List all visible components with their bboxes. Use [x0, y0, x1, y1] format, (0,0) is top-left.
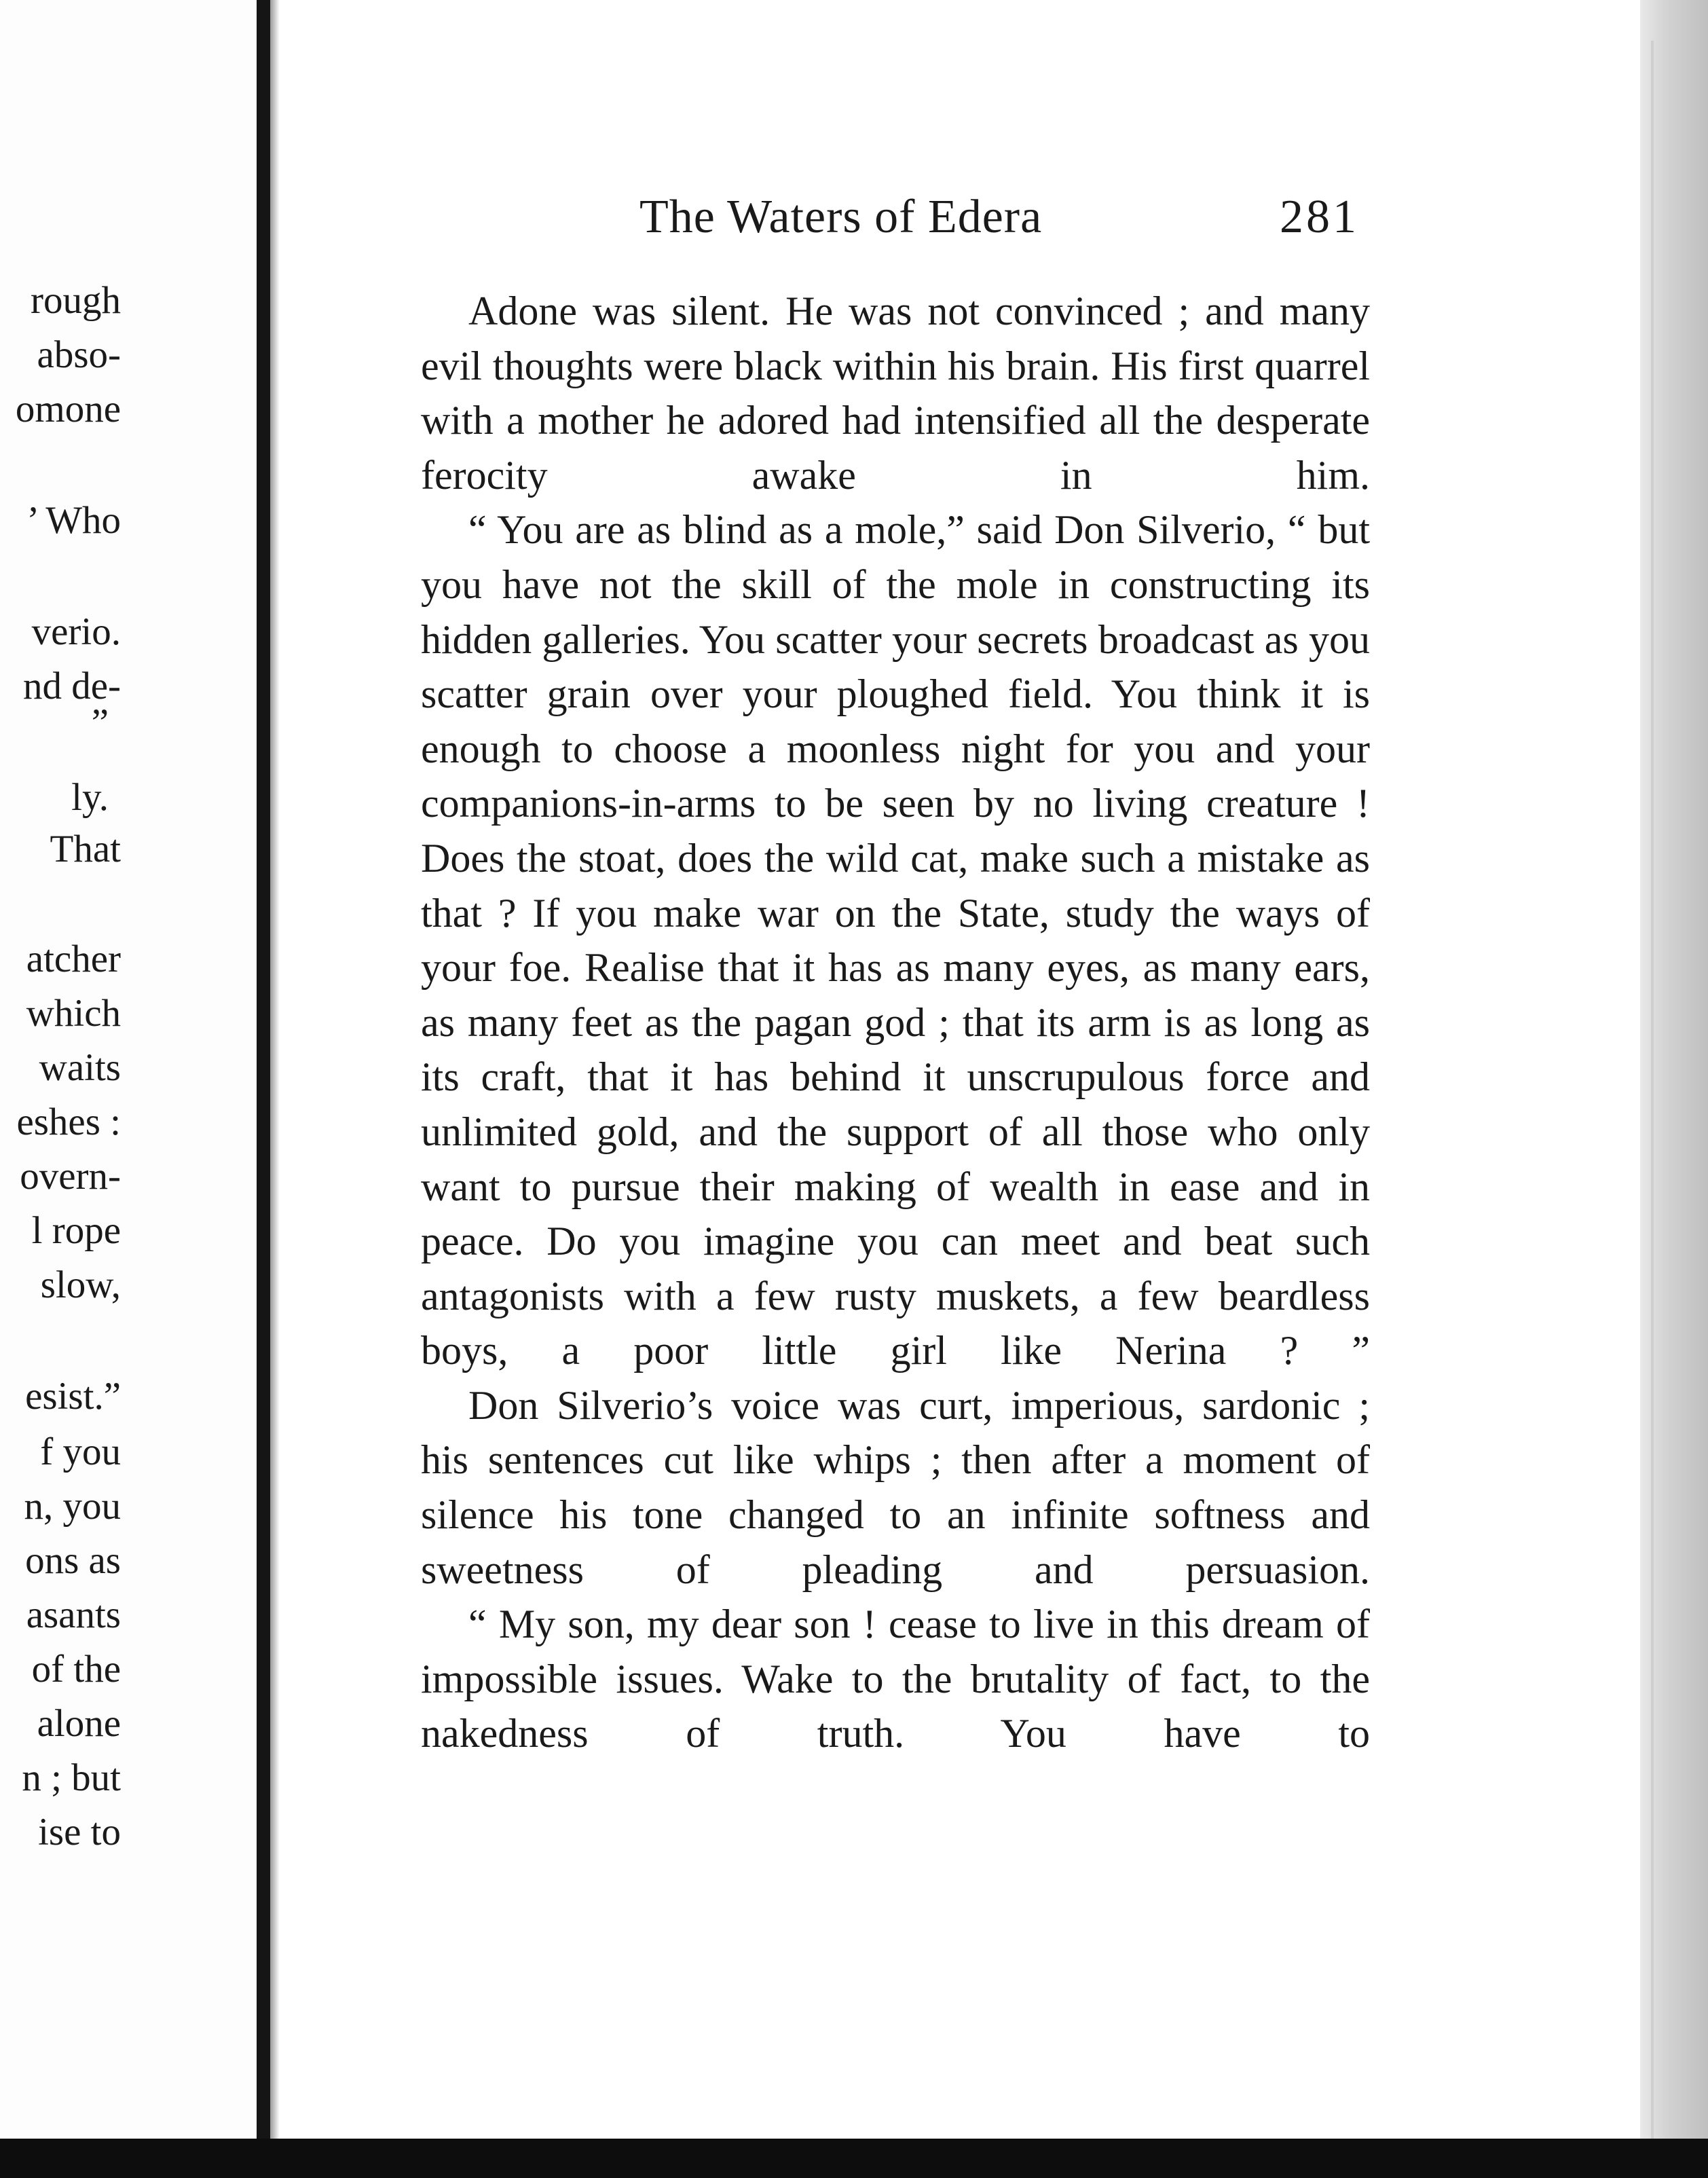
body-text: [421, 284, 1370, 1761]
paragraph: “ You are as blind as a mole,” said Don Silverio, “ but you have not the skill of the mole in constructing its hidden galleries. You scatter your secrets broadcast as you scatter grain over your ploughed field. You think it is enough to choose a moonless night for you and your companions-in-arms to be seen by no living creature ! Does the stoat, does the wild cat, make such a mistake as that ? If you make war on the State, study the ways of your foe. Realise that it has as many eyes, as many ears, as many feet as the pagan god ; that its arm is as long as its craft, that it has behind it unscrupulous force and unlimited gold, and the support of all those who only want to pursue their making of wealth in ease and in peace. Do you imagine you can meet and beat such antagonists with a few rusty muskets, a few beardless boys, a poor little girl like Nerina ? ”: [421, 507, 1370, 1373]
page-edge-line: [1651, 41, 1654, 2139]
page-number: 281: [1280, 191, 1359, 243]
left-page-line: esist.”: [25, 1375, 121, 1418]
left-page-line: ”: [91, 701, 109, 744]
page-edge: [1640, 0, 1708, 2139]
paragraph: “ My son, my dear son ! cease to live in this dream of impossible issues. Wake to the brutality of fact, to the nakedness of truth. You have to: [421, 1602, 1370, 1756]
left-page-line: nd de-: [22, 665, 121, 707]
left-facing-page: [0, 0, 257, 2139]
left-page-line: alone: [37, 1702, 121, 1745]
left-page-line: atcher: [26, 938, 121, 980]
running-head: The Waters of Edera: [639, 191, 1043, 243]
left-page-line: eshes :: [16, 1101, 121, 1143]
left-page-line: ly.: [71, 776, 109, 819]
left-page-line: slow,: [40, 1263, 121, 1306]
left-page-line: That: [50, 828, 121, 870]
left-page-line: n, you: [24, 1485, 121, 1528]
left-page-line: omone: [15, 388, 121, 430]
left-page-line: abso-: [37, 333, 121, 376]
left-page-line: of the: [31, 1648, 121, 1691]
scan-bottom-border: [0, 2139, 1708, 2178]
left-page-line: rough: [31, 279, 121, 322]
gutter-shadow: [270, 0, 280, 2139]
left-page-line: f you: [40, 1431, 121, 1473]
book-spine: [257, 0, 270, 2139]
paragraph: Don Silverio’s voice was curt, imperious, sardonic ; his sentences cut like whips ; then after a moment of silence his tone changed to an infinite softness and sweetness of pleading and persuasion.: [421, 1382, 1370, 1592]
left-page-line: l rope: [31, 1209, 121, 1252]
left-page-line: which: [26, 992, 121, 1035]
left-page-line: ons as: [25, 1539, 121, 1582]
left-page-line: asants: [26, 1593, 121, 1636]
left-page-line: ise to: [38, 1811, 121, 1853]
left-page-line: waits: [39, 1046, 121, 1089]
left-page-line: overn-: [20, 1155, 121, 1198]
left-page-line: ’ Who: [26, 499, 121, 542]
paragraph: Adone was silent. He was not convinced ; and many evil thoughts were black within his brain. His first quarrel with a mother he adored had intensified all the desperate ferocity awake in him.: [421, 289, 1370, 498]
left-page-line: verio.: [31, 610, 121, 653]
left-page-line: n ; but: [22, 1756, 121, 1799]
